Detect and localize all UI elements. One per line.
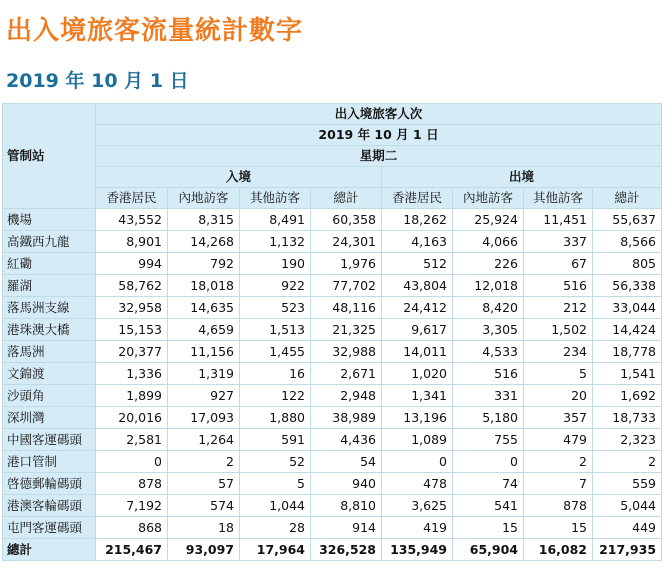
table-cell: 12,018 <box>453 275 524 297</box>
table-cell: 1,089 <box>382 429 453 451</box>
table-row <box>3 407 662 429</box>
table-cell: 4,163 <box>382 231 453 253</box>
control-point-name: 羅湖 <box>3 275 96 297</box>
table-cell: 33,044 <box>593 297 662 319</box>
table-cell: 9,617 <box>382 319 453 341</box>
table-cell: 512 <box>382 253 453 275</box>
table-cell: 48,116 <box>311 297 382 319</box>
table-cell: 7,192 <box>96 495 168 517</box>
table-row <box>3 253 662 275</box>
table-cell: 58,762 <box>96 275 168 297</box>
table-cell: 0 <box>382 451 453 473</box>
control-point-name: 中國客運碼頭 <box>3 429 96 451</box>
table-cell: 2 <box>168 451 240 473</box>
control-point-name: 沙頭角 <box>3 385 96 407</box>
table-cell: 24,412 <box>382 297 453 319</box>
control-point-name: 港珠澳大橋 <box>3 319 96 341</box>
table-cell: 14,268 <box>168 231 240 253</box>
table-cell: 15 <box>453 517 524 539</box>
table-row <box>3 209 662 231</box>
table-cell: 8,566 <box>593 231 662 253</box>
table-cell: 1,541 <box>593 363 662 385</box>
table-cell: 25,924 <box>453 209 524 231</box>
table-cell: 15,153 <box>96 319 168 341</box>
table-cell: 2 <box>593 451 662 473</box>
table-cell: 868 <box>96 517 168 539</box>
table-cell: 14,424 <box>593 319 662 341</box>
table-cell: 18 <box>168 517 240 539</box>
table-cell: 2,671 <box>311 363 382 385</box>
column-header: 總計 <box>593 188 662 209</box>
table-cell: 38,989 <box>311 407 382 429</box>
table-cell: 11,451 <box>524 209 593 231</box>
table-cell: 20 <box>524 385 593 407</box>
table-cell: 357 <box>524 407 593 429</box>
table-cell: 215,467 <box>96 539 168 561</box>
control-point-name: 港澳客輪碼頭 <box>3 495 96 517</box>
table-cell: 18,778 <box>593 341 662 363</box>
table-cell: 1,513 <box>240 319 311 341</box>
column-header: 香港居民 <box>96 188 168 209</box>
table-cell: 122 <box>240 385 311 407</box>
table-row <box>3 319 662 341</box>
column-header: 其他訪客 <box>240 188 311 209</box>
table-cell: 755 <box>453 429 524 451</box>
table-cell: 449 <box>593 517 662 539</box>
table-row <box>3 363 662 385</box>
table-cell: 32,958 <box>96 297 168 319</box>
table-cell: 541 <box>453 495 524 517</box>
table-cell: 28 <box>240 517 311 539</box>
page-title: 出入境旅客流量統計數字 <box>6 16 304 46</box>
control-point-name: 落馬洲 <box>3 341 96 363</box>
table-cell: 7 <box>524 473 593 495</box>
table-cell: 8,491 <box>240 209 311 231</box>
table-row <box>3 275 662 297</box>
table-row <box>3 231 662 253</box>
column-header: 內地訪客 <box>453 188 524 209</box>
table-cell: 914 <box>311 517 382 539</box>
table-cell: 8,420 <box>453 297 524 319</box>
table-cell: 4,659 <box>168 319 240 341</box>
table-cell: 2,581 <box>96 429 168 451</box>
passenger-traffic-table <box>2 103 662 561</box>
table-cell: 2,948 <box>311 385 382 407</box>
table-cell: 217,935 <box>593 539 662 561</box>
table-cell: 792 <box>168 253 240 275</box>
table-cell: 17,964 <box>240 539 311 561</box>
table-cell: 1,319 <box>168 363 240 385</box>
table-cell: 516 <box>524 275 593 297</box>
table-cell: 516 <box>453 363 524 385</box>
table-cell: 1,336 <box>96 363 168 385</box>
table-cell: 1,341 <box>382 385 453 407</box>
table-cell: 15 <box>524 517 593 539</box>
table-cell: 18,018 <box>168 275 240 297</box>
passenger-traffic-header: 出入境旅客人次 <box>96 104 662 125</box>
table-cell: 940 <box>311 473 382 495</box>
table-body <box>3 209 662 561</box>
column-header-row <box>3 188 662 209</box>
table-cell: 43,804 <box>382 275 453 297</box>
table-cell: 1,020 <box>382 363 453 385</box>
table-cell: 1,455 <box>240 341 311 363</box>
control-point-header: 管制站 <box>3 104 96 209</box>
table-cell: 13,196 <box>382 407 453 429</box>
table-cell: 54 <box>311 451 382 473</box>
table-cell: 1,502 <box>524 319 593 341</box>
table-cell: 994 <box>96 253 168 275</box>
table-cell: 419 <box>382 517 453 539</box>
control-point-name: 落馬洲支線 <box>3 297 96 319</box>
table-cell: 878 <box>524 495 593 517</box>
table-cell: 591 <box>240 429 311 451</box>
table-row <box>3 341 662 363</box>
table-cell: 43,552 <box>96 209 168 231</box>
table-cell: 927 <box>168 385 240 407</box>
table-cell: 14,011 <box>382 341 453 363</box>
table-cell: 135,949 <box>382 539 453 561</box>
table-cell: 56,338 <box>593 275 662 297</box>
table-cell: 479 <box>524 429 593 451</box>
table-cell: 5,180 <box>453 407 524 429</box>
table-cell: 67 <box>524 253 593 275</box>
table-cell: 18,262 <box>382 209 453 231</box>
table-cell: 21,325 <box>311 319 382 341</box>
table-cell: 32,988 <box>311 341 382 363</box>
table-cell: 24,301 <box>311 231 382 253</box>
control-point-name: 屯門客運碼頭 <box>3 517 96 539</box>
control-point-name: 港口管制 <box>3 451 96 473</box>
table-cell: 4,533 <box>453 341 524 363</box>
table-cell: 234 <box>524 341 593 363</box>
table-cell: 3,305 <box>453 319 524 341</box>
total-label: 總計 <box>3 539 96 561</box>
table-cell: 226 <box>453 253 524 275</box>
table-cell: 57 <box>168 473 240 495</box>
table-cell: 2,323 <box>593 429 662 451</box>
table-cell: 4,436 <box>311 429 382 451</box>
table-row <box>3 429 662 451</box>
table-row <box>3 297 662 319</box>
table-cell: 77,702 <box>311 275 382 297</box>
table-cell: 190 <box>240 253 311 275</box>
weekday-header: 星期二 <box>96 146 662 167</box>
table-row <box>3 473 662 495</box>
table-cell: 20,377 <box>96 341 168 363</box>
table-date-header: 2019 年 10 月 1 日 <box>96 125 662 146</box>
table-cell: 8,315 <box>168 209 240 231</box>
column-header: 其他訪客 <box>524 188 593 209</box>
table-cell: 2 <box>524 451 593 473</box>
table-cell: 1,132 <box>240 231 311 253</box>
table-cell: 574 <box>168 495 240 517</box>
table-cell: 5 <box>524 363 593 385</box>
table-cell: 0 <box>96 451 168 473</box>
table-row <box>3 385 662 407</box>
arrival-header: 入境 <box>96 167 382 188</box>
table-cell: 18,733 <box>593 407 662 429</box>
table-cell: 4,066 <box>453 231 524 253</box>
table-cell: 65,904 <box>453 539 524 561</box>
control-point-name: 高鐵西九龍 <box>3 231 96 253</box>
table-cell: 52 <box>240 451 311 473</box>
table-cell: 0 <box>453 451 524 473</box>
table-cell: 326,528 <box>311 539 382 561</box>
table-cell: 559 <box>593 473 662 495</box>
table-cell: 14,635 <box>168 297 240 319</box>
table-cell: 478 <box>382 473 453 495</box>
table-cell: 922 <box>240 275 311 297</box>
total-row <box>3 539 662 561</box>
table-cell: 1,264 <box>168 429 240 451</box>
control-point-name: 文錦渡 <box>3 363 96 385</box>
table-cell: 17,093 <box>168 407 240 429</box>
table-cell: 331 <box>453 385 524 407</box>
control-point-name: 紅磡 <box>3 253 96 275</box>
table-cell: 60,358 <box>311 209 382 231</box>
table-cell: 212 <box>524 297 593 319</box>
control-point-name: 深圳灣 <box>3 407 96 429</box>
table-cell: 1,899 <box>96 385 168 407</box>
table-cell: 805 <box>593 253 662 275</box>
table-cell: 93,097 <box>168 539 240 561</box>
table-cell: 523 <box>240 297 311 319</box>
table-cell: 1,880 <box>240 407 311 429</box>
column-header: 香港居民 <box>382 188 453 209</box>
table-cell: 11,156 <box>168 341 240 363</box>
table-cell: 16 <box>240 363 311 385</box>
date-heading: 2019 年 10 月 1 日 <box>6 70 189 92</box>
table-cell: 8,810 <box>311 495 382 517</box>
table-cell: 20,016 <box>96 407 168 429</box>
table-cell: 337 <box>524 231 593 253</box>
table-cell: 16,082 <box>524 539 593 561</box>
table-cell: 3,625 <box>382 495 453 517</box>
table-cell: 74 <box>453 473 524 495</box>
table-row <box>3 517 662 539</box>
table-cell: 1,976 <box>311 253 382 275</box>
table-cell: 878 <box>96 473 168 495</box>
departure-header: 出境 <box>382 167 662 188</box>
table-cell: 1,044 <box>240 495 311 517</box>
table-cell: 5,044 <box>593 495 662 517</box>
table-row <box>3 495 662 517</box>
control-point-name: 機場 <box>3 209 96 231</box>
column-header: 內地訪客 <box>168 188 240 209</box>
table-cell: 55,637 <box>593 209 662 231</box>
table-cell: 8,901 <box>96 231 168 253</box>
table-cell: 1,692 <box>593 385 662 407</box>
table-row <box>3 451 662 473</box>
table-cell: 5 <box>240 473 311 495</box>
column-header: 總計 <box>311 188 382 209</box>
control-point-name: 啓德郵輪碼頭 <box>3 473 96 495</box>
